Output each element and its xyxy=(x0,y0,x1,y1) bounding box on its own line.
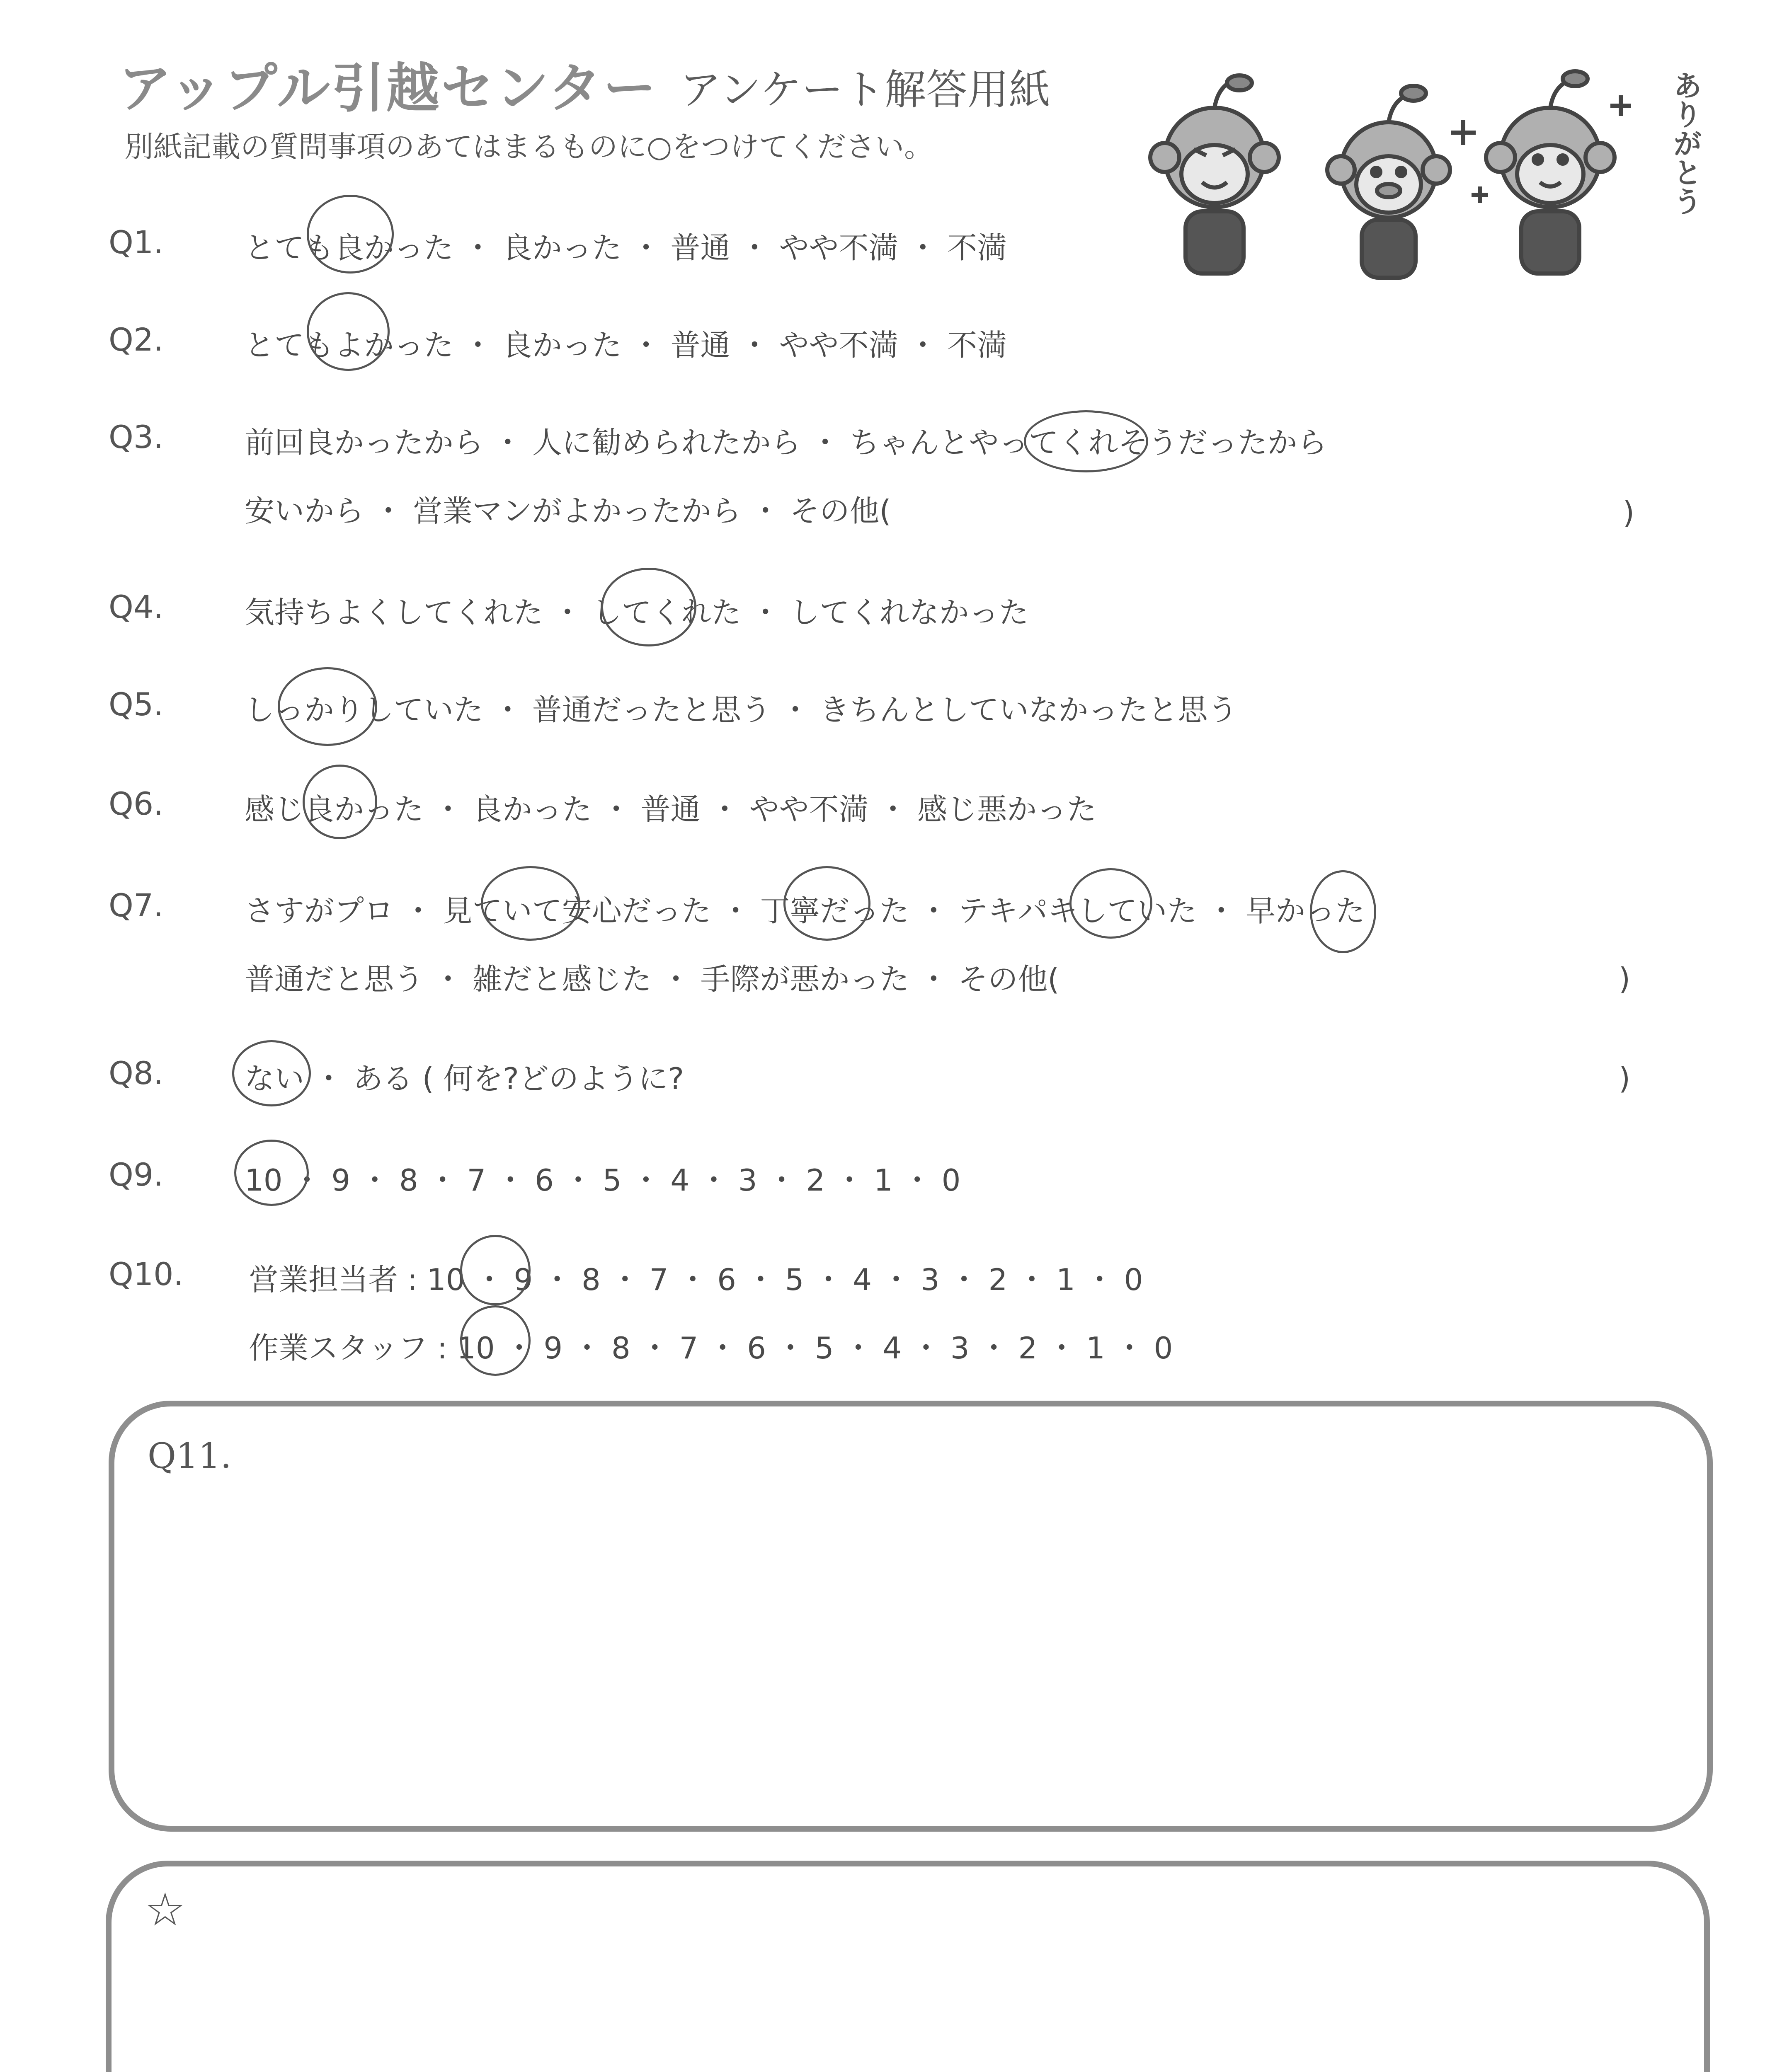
q11-comment-box xyxy=(109,1401,1713,1832)
q7-answer-circle-2 xyxy=(783,866,870,941)
q8-close-paren: ) xyxy=(1619,1061,1631,1096)
q10-staff-answer-circle xyxy=(460,1305,531,1376)
form-subtitle: アンケート解答用紙 xyxy=(680,65,1050,114)
q3-label: Q3. xyxy=(109,419,164,455)
q7-close-paren: ) xyxy=(1619,961,1631,996)
q2-options: とてもよかった ・ 良かった ・ 普通 ・ やや不満 ・ 不満 xyxy=(245,328,1007,363)
mascot-illustration xyxy=(1132,62,1704,296)
q10-staff-scale: 作業スタッフ : 10 ・ 9 ・ 8 ・ 7 ・ 6 ・ 5 ・ 4 ・ 3 ・ 2 ・ 1 ・ 0 xyxy=(249,1331,1173,1365)
q5-label: Q5. xyxy=(109,686,164,723)
q9-answer-circle xyxy=(234,1140,309,1206)
q9-label: Q9. xyxy=(109,1156,164,1193)
q6-options: 感じ良かった ・ 良かった ・ 普通 ・ やや不満 ・ 感じ悪かった xyxy=(245,792,1097,827)
instruction-text: 別紙記載の質問事項のあてはまるものに○をつけてください。 xyxy=(124,130,933,164)
star-label: ☆ xyxy=(145,1883,186,1936)
q1-options: とても良かった ・ 良かった ・ 普通 ・ やや不満 ・ 不満 xyxy=(245,230,1007,265)
monkey-mascots-icon xyxy=(1132,62,1704,294)
q10-sales-answer-circle xyxy=(460,1235,531,1305)
q11-label: Q11. xyxy=(148,1435,232,1476)
q6-label: Q6. xyxy=(109,785,164,822)
q2-answer-circle xyxy=(307,292,390,371)
q7-answer-circle-4 xyxy=(1310,870,1376,953)
q9-scale: 10 ・ 9 ・ 8 ・ 7 ・ 6 ・ 5 ・ 4 ・ 3 ・ 2 ・ 1 ・ 0 xyxy=(245,1163,961,1198)
q3-options-line1: 前回良かったから ・ 人に勧められたから ・ ちゃんとやってくれそうだったから xyxy=(245,425,1327,460)
q1-answer-circle xyxy=(307,195,394,274)
q3-answer-circle xyxy=(1024,410,1148,472)
q7-options-line2: 普通だと思う ・ 雑だと感じた ・ 手際が悪かった ・ その他( xyxy=(245,962,1060,997)
q7-answer-circle-3 xyxy=(1069,868,1152,939)
mascot-thanks-text: ありがとう xyxy=(1668,70,1702,215)
q10-label: Q10. xyxy=(109,1256,184,1293)
q4-options: 気持ちよくしてくれた ・ してくれた ・ してくれなかった xyxy=(245,595,1029,630)
q8-options: ない ・ ある ( 何を?どのように? xyxy=(245,1061,684,1096)
q1-label: Q1. xyxy=(109,224,164,261)
q6-answer-circle xyxy=(303,765,377,839)
q7-options-line1: さすがプロ ・ 見ていて安心だった ・ 丁寧だった ・ テキパキしていた ・ 早かった xyxy=(245,893,1365,928)
q5-options: しっかりしていた ・ 普通だったと思う ・ きちんとしていなかったと思う xyxy=(245,692,1238,727)
q4-label: Q4. xyxy=(109,588,164,625)
q5-answer-circle xyxy=(278,667,377,746)
q10-sales-scale: 営業担当者 : 10 ・ 9 ・ 8 ・ 7 ・ 6 ・ 5 ・ 4 ・ 3 ・ 2 ・ 1 ・ 0 xyxy=(249,1262,1143,1297)
star-comment-box xyxy=(106,1861,1710,2072)
q8-label: Q8. xyxy=(109,1055,164,1092)
q4-answer-circle xyxy=(601,568,696,646)
q3-close-paren: ) xyxy=(1623,495,1635,530)
q8-answer-circle xyxy=(232,1040,311,1106)
q7-answer-circle-1 xyxy=(481,866,580,941)
q2-label: Q2. xyxy=(109,321,164,358)
q7-label: Q7. xyxy=(109,887,164,924)
q3-options-line2: 安いから ・ 営業マンがよかったから ・ その他( xyxy=(245,494,891,528)
company-title: アップル引越センター xyxy=(119,58,658,119)
